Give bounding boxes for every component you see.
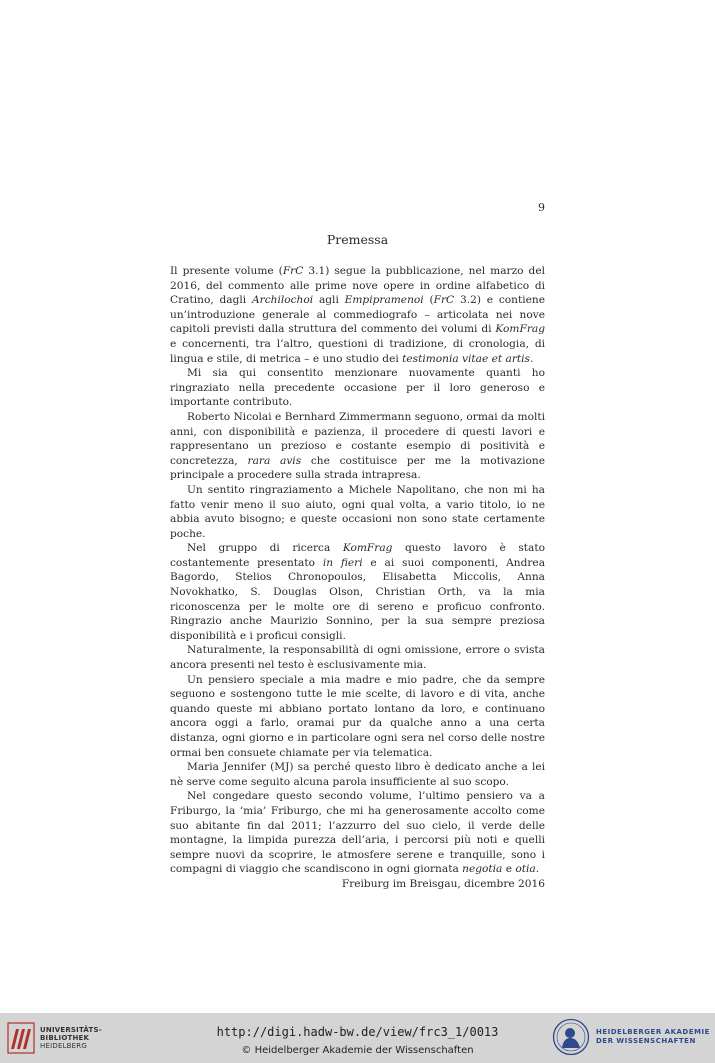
- italic-text: rara avis: [247, 454, 302, 467]
- italic-text: Empipramenoi: [344, 294, 424, 307]
- italic-text: testimonia vitae et artis: [402, 352, 530, 365]
- text-run: Il presente volume (: [170, 265, 283, 277]
- copyright-text: © Heidelberger Akademie der Wissenschaften: [241, 1045, 474, 1056]
- page-number: 9: [538, 201, 545, 214]
- italic-text: in fieri: [322, 556, 363, 569]
- page-title: Premessa: [326, 232, 389, 247]
- paragraph: [170, 673, 545, 761]
- academy-name-line: DER WISSENSCHAFTEN: [596, 1037, 696, 1045]
- paragraph: [170, 541, 545, 643]
- text-run: .: [535, 863, 540, 876]
- text-run: Nel congedare questo secondo volume, l’ultimo pensiero va a Friburgo, la ‘mia’ Friburgo, che mi ha generosamente accolto come suo abitante fin dal 2011; l’azzurro del suo cielo, il verde delle montagne, la limpida purezza dell’aria, i percorsi più noti e quelli sempre nuovi da scoprire, le atmosfere serene e tranquille, sono i compagni di viaggio che scandiscono in ogni giornata: [170, 790, 545, 876]
- text-run: .: [529, 352, 534, 365]
- text-run: e concernenti, tra l’altro, questioni di tradizione, di cronologia, di lingua e stile, di metrica – e uno studio dei: [170, 337, 545, 365]
- document-url-link[interactable]: http://digi.hadw-bw.de/view/frc3_1/0013: [216, 1025, 499, 1039]
- text-run: 3.2) e contiene un’introduzione generale al commediografo – articolata nei nove capitoli previsti dalla struttura del commento dei volumi di: [170, 294, 545, 336]
- paragraph: [170, 410, 545, 483]
- library-name-line: UNIVERSITÄTS-: [40, 1026, 102, 1034]
- text-run: Nel gruppo di ricerca: [187, 542, 343, 555]
- italic-text: FrC: [433, 294, 455, 307]
- text-run: (: [423, 294, 434, 307]
- paragraph: [170, 643, 545, 672]
- text-run: Un sentito ringraziamento a Michele Napolitano, che non mi ha fatto venir meno il suo aiuto, ogni qual volta, a vario titolo, io ne abbia avuto bisogno; e queste occasioni non sono state certamente poche.: [170, 483, 545, 540]
- italic-text: Archilochoi: [251, 294, 314, 307]
- italic-text: KomFrag: [342, 542, 393, 555]
- text-run: Mi sia qui consentito menzionare nuovamente quanti ho ringraziato nella precedente occasione per il loro generoso e importante contributo.: [170, 367, 545, 409]
- academy-name-line: HEIDELBERGER AKADEMIE: [596, 1028, 710, 1036]
- text-run: che costituisce per me la motivazione principale a procedere sulla strada intrapresa.: [170, 454, 545, 482]
- body-text: [170, 264, 545, 892]
- academy-name: [596, 1028, 710, 1046]
- signoff: Freiburg im Breisgau, dicembre 2016: [341, 877, 545, 890]
- italic-text: negotia: [462, 863, 503, 876]
- text-run: agli: [313, 294, 345, 307]
- paragraph: [170, 789, 545, 877]
- paragraph: [170, 483, 545, 541]
- text-run: Un pensiero speciale a mia madre e mio padre, che da sempre seguono e sostengono tutte le mie scelte, di lavoro e di vita, anche quando queste mi abbiano portato lontano da loro, e continuano ancora oggi a farlo, oramai pur da qualche anno a una certa distanza, ogni giorno e in particolare ogni sera nel corso delle nostre ormai ben consuete chiamate per via telematica.: [170, 673, 545, 759]
- italic-text: FrC: [282, 265, 304, 277]
- library-name-line: BIBLIOTHEK: [40, 1034, 90, 1042]
- italic-text: KomFrag: [495, 323, 545, 336]
- academy-seal-icon[interactable]: [552, 1018, 590, 1056]
- paragraph: [170, 760, 545, 789]
- text-run: 3.1) segue la pubblicazione, nel marzo del 2016, del commento alle prime nove opere in ordine alfabetico di Cratino, dagli: [170, 265, 546, 307]
- text-run: Naturalmente, la responsabilità di ogni omissione, errore o svista ancora presenti nel testo è esclusivamente mia.: [170, 644, 545, 672]
- italic-text: otia: [515, 863, 536, 876]
- paragraph: [170, 264, 545, 366]
- text-run: questo lavoro è stato costantemente presentato: [170, 542, 545, 569]
- text-run: e: [502, 863, 516, 876]
- library-name-line: HEIDELBERG: [40, 1042, 87, 1050]
- paragraph-list: [170, 264, 545, 877]
- text-run: Roberto Nicolai e Bernhard Zimmermann seguono, ormai da molti anni, con disponibilità e pazienza, il procedere di questi lavori e rappresentano un prezioso e costante esempio di positività e concretezza,: [170, 410, 545, 467]
- text-run: Maria Jennifer (MJ) sa perché questo libro è dedicato anche a lei nè serve come seguito alcuna parola insufficiente al suo scopo.: [170, 761, 545, 788]
- footer-bar: [0, 1013, 715, 1063]
- text-run: e ai suoi componenti, Andrea Bagordo, Stelios Chronopoulos, Elisabetta Miccolis, Anna Novokhatko, S. Douglas Olson, Christian Orth, va la mia riconoscenza per le molte ore di sereno e proficuo confronto. Ringrazio anche Maurizio Sonnino, per la sua sempre preziosa disponibilità e i proficui consigli.: [170, 556, 546, 642]
- paragraph: [170, 366, 545, 410]
